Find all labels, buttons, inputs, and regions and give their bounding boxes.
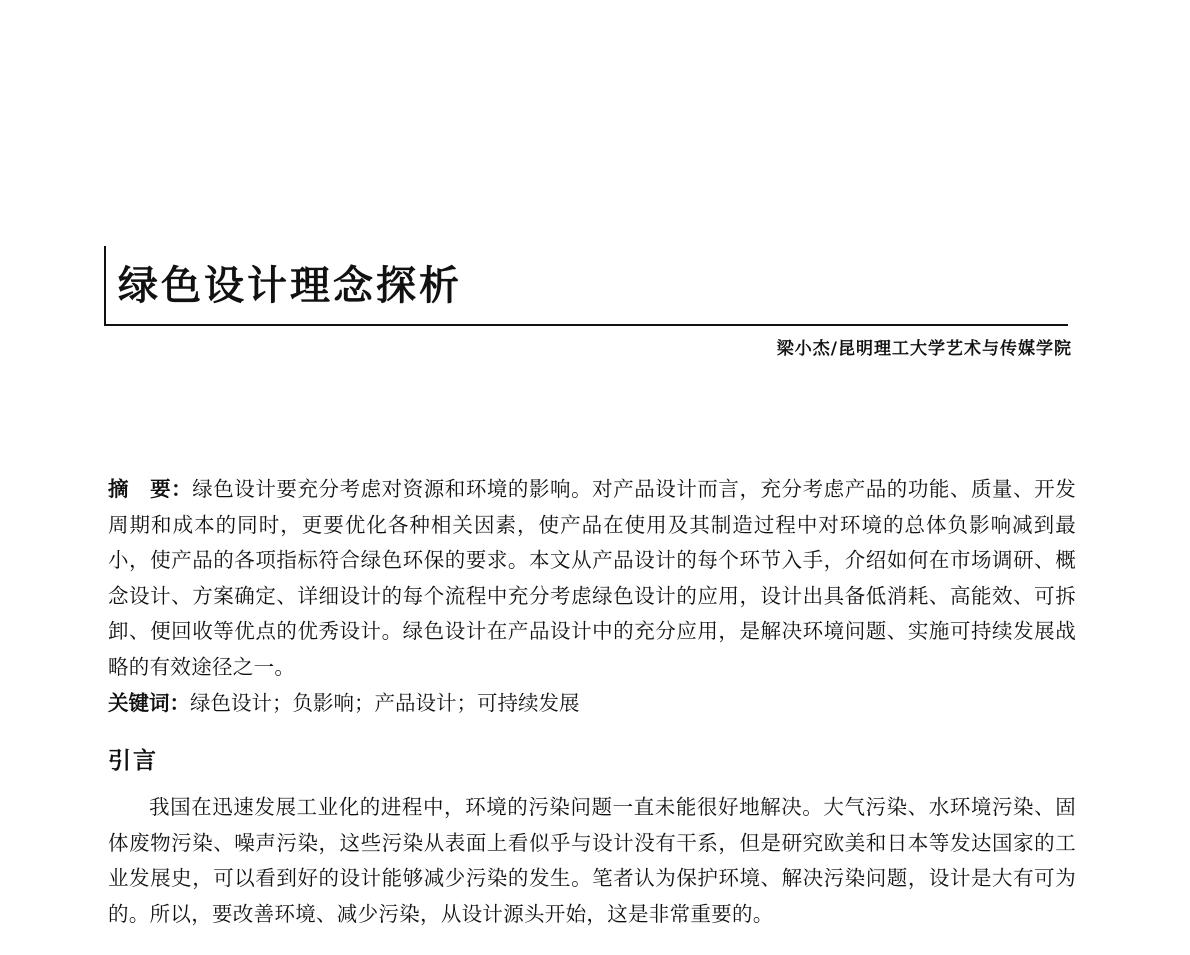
keywords-text: 绿色设计；负影响；产品设计；可持续发展 [190,691,580,715]
keywords-label: 关键词： [108,691,190,715]
author-affiliation: 梁小杰/昆明理工大学艺术与传媒学院 [776,339,1072,359]
title-horizontal-rule [104,324,1068,326]
article-title: 绿色设计理念探析 [118,263,462,309]
abstract-text: 绿色设计要充分考虑对资源和环境的影响。对产品设计而言，充分考虑产品的功能、质量、开发周期和成本的同时，更要优化各种相关因素，使产品在使用及其制造过程中对环境的总体负影响减到最小，使产品的各项指标符合绿色环保的要求。本文从产品设计的每个环节入手，介绍如何在市场调研、概念设计、方案确定、详细设计的每个流程中充分考虑绿色设计的应用，设计出具备低消耗、高能效、可拆卸、便回收等优点的优秀设计。绿色设计在产品设计中的充分应用，是解决环境问题、实施可持续发展战略的有效途径之一。 [108,477,1076,679]
title-vertical-rule [104,246,106,326]
intro-paragraph: 我国在迅速发展工业化的进程中，环境的污染问题一直未能很好地解决。大气污染、水环境污染、固体废物污染、噪声污染，这些污染从表面上看似乎与设计没有干系，但是研究欧美和日本等发达国家的工业发展史，可以看到好的设计能够减少污染的发生。笔者认为保护环境、解决污染问题，设计是大有可为的。所以，要改善环境、减少污染，从设计源头开始，这是非常重要的。 [108,795,1076,926]
keywords-line [108,686,580,722]
abstract-label: 摘 要： [108,477,193,501]
section-heading-intro: 引言 [108,748,158,774]
abstract-paragraph [108,472,1076,685]
title-block [104,246,1074,326]
